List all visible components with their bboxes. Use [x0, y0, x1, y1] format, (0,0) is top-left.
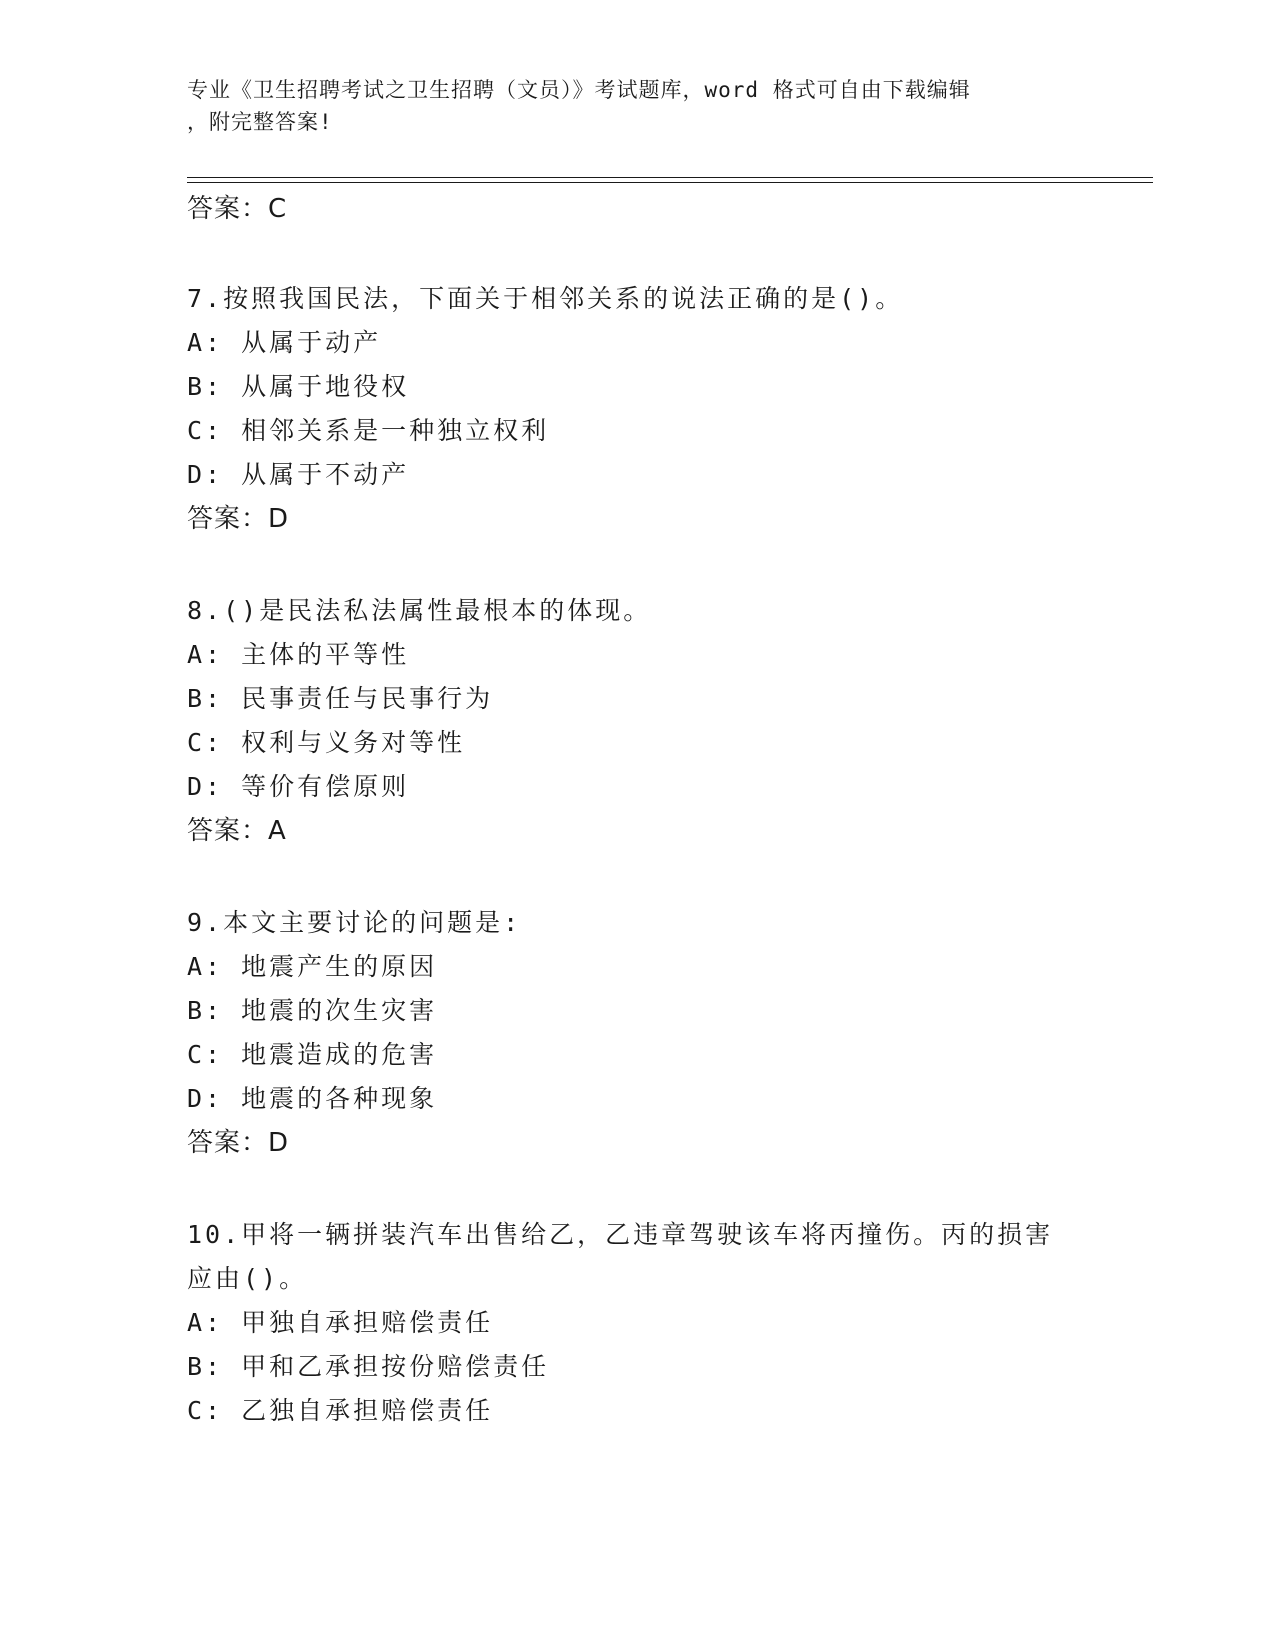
question-10-option-a: A: 甲独自承担赔偿责任	[187, 1308, 494, 1337]
question-10-line-1: 10.甲将一辆拼装汽车出售给乙，乙违章驾驶该车将丙撞伤。丙的损害	[187, 1220, 1054, 1249]
answer-prev: 答案：C	[187, 194, 288, 224]
question-7: 7.按照我国民法，下面关于相邻关系的说法正确的是()。	[187, 284, 904, 313]
question-10-option-c: C: 乙独自承担赔偿责任	[187, 1396, 494, 1425]
question-7-option-a: A: 从属于动产	[187, 328, 382, 357]
question-8-option-c: C: 权利与义务对等性	[187, 728, 466, 757]
question-9-option-b: B: 地震的次生灾害	[187, 996, 438, 1025]
header-divider-bottom	[187, 182, 1153, 183]
question-10-option-b: B: 甲和乙承担按份赔偿责任	[187, 1352, 550, 1381]
header-divider-top	[187, 177, 1153, 178]
question-10-line-2: 应由()。	[187, 1264, 308, 1293]
question-9-option-d: D: 地震的各种现象	[187, 1084, 438, 1113]
question-8-option-d: D: 等价有偿原则	[187, 772, 410, 801]
question-9-option-c: C: 地震造成的危害	[187, 1040, 438, 1069]
document-header	[187, 74, 1087, 138]
question-9-answer: 答案：D	[187, 1128, 290, 1158]
question-7-answer: 答案：D	[187, 504, 290, 534]
question-7-option-d: D: 从属于不动产	[187, 460, 410, 489]
question-9-option-a: A: 地震产生的原因	[187, 952, 438, 981]
question-8-answer: 答案：A	[187, 816, 287, 846]
question-9: 9.本文主要讨论的问题是:	[187, 908, 522, 937]
question-8-option-b: B: 民事责任与民事行为	[187, 684, 494, 713]
question-7-option-c: C: 相邻关系是一种独立权利	[187, 416, 550, 445]
question-8: 8.()是民法私法属性最根本的体现。	[187, 596, 652, 625]
question-8-option-a: A: 主体的平等性	[187, 640, 410, 669]
question-7-option-b: B: 从属于地役权	[187, 372, 410, 401]
header-line-2: ，附完整答案!	[187, 110, 333, 134]
header-line-1: 专业《卫生招聘考试之卫生招聘（文员）》考试题库，word 格式可自由下载编辑	[187, 78, 971, 102]
